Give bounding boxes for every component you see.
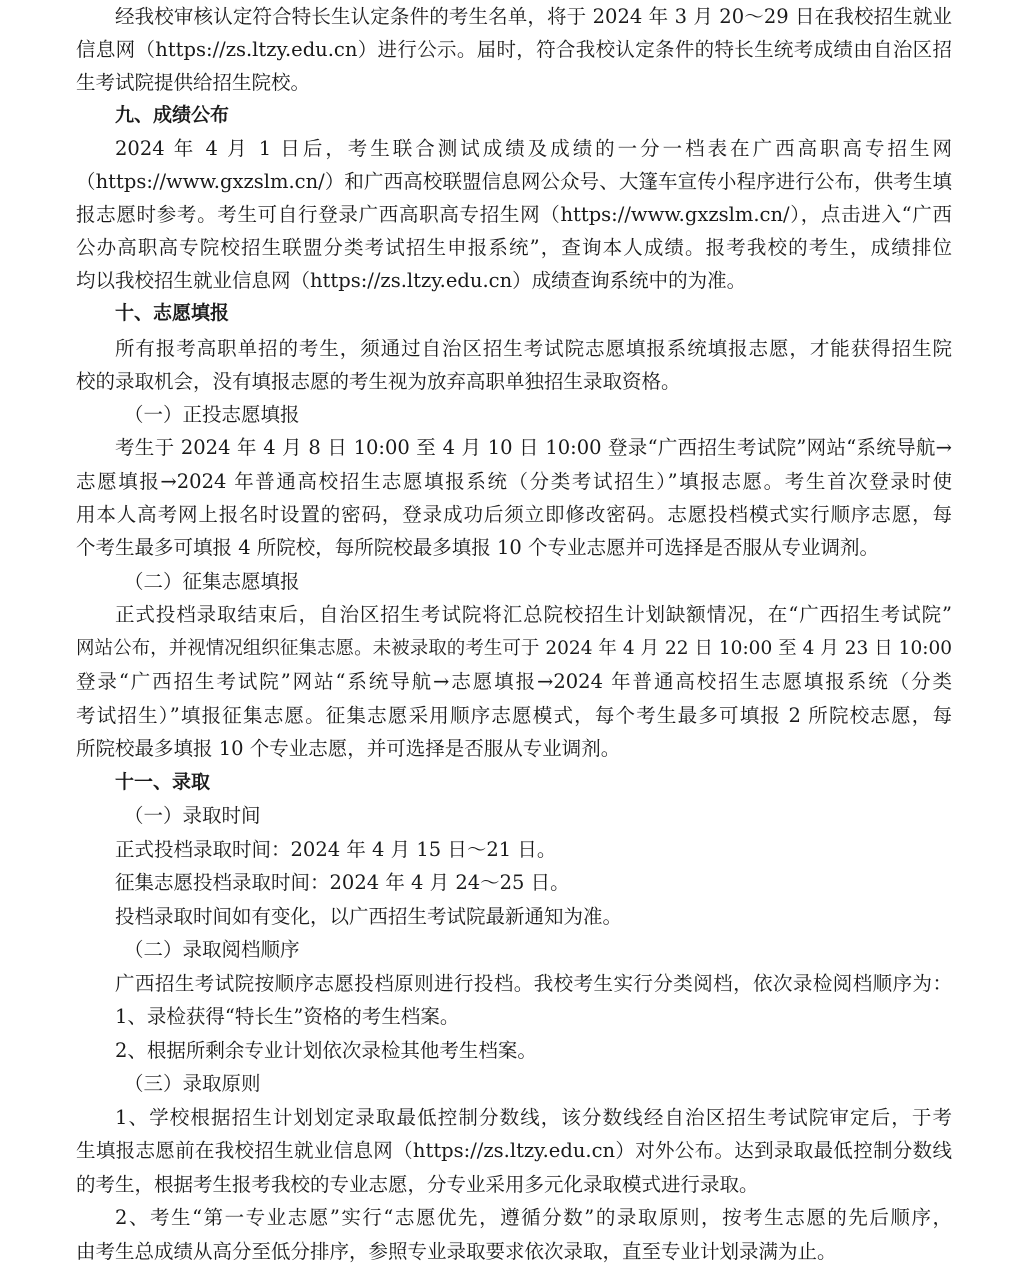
paragraph-line: 正式投档录取时间：2024 年 4 月 15 日～21 日。 <box>115 838 557 861</box>
paragraph-line: 广西招生考试院按顺序志愿投档原则进行投档。我校考生实行分类阅档，依次录检阅档顺序为： <box>115 972 952 995</box>
paragraph-line: 登录“广西招生考试院”网站“系统导航→志愿填报→2024 年普通高校招生志愿填报系统（分类 <box>76 670 952 693</box>
subsection-heading: （一）正投志愿填报 <box>124 403 300 426</box>
paragraph-line: 考生于 2024 年 4 月 8 日 10:00 至 4 月 10 日 10:00 登录“广西招生考试院”网站“系统导航→ <box>115 436 952 459</box>
paragraph-line: 考试招生）”填报征集志愿。征集志愿采用顺序志愿模式，每个考生最多可填报 2 所院校志愿，每 <box>76 704 952 727</box>
paragraph-line: 网站公布，并视情况组织征集志愿。未被录取的考生可于 2024 年 4 月 22 日 10:00 至 4 月 23 日 10:00 <box>76 638 952 659</box>
paragraph-line: 所有报考高职单招的考生，须通过自治区招生考试院志愿填报系统填报志愿，才能获得招生院 <box>115 337 952 360</box>
subsection-heading: （二）录取阅档顺序 <box>124 938 300 961</box>
section-heading: 十一、录取 <box>115 771 211 793</box>
section-heading: 十、志愿填报 <box>115 302 230 324</box>
subsection-heading: （三）录取原则 <box>124 1072 261 1095</box>
paragraph-line: 2024 年 4 月 1 日后，考生联合测试成绩及成绩的一分一档表在广西高职高专招生网 <box>115 137 952 160</box>
paragraph-line: 2、考生“第一专业志愿”实行“志愿优先，遵循分数”的录取原则，按考生志愿的先后顺序， <box>115 1206 952 1229</box>
paragraph-line: 经我校审核认定符合特长生认定条件的考生名单，将于 2024 年 3 月 20～29 日在我校招生就业 <box>115 5 952 28</box>
paragraph-line: 报志愿时参考。考生可自行登录广西高职高专招生网（https://www.gxzslm.cn/），点击进入“广西 <box>76 203 952 226</box>
subsection-heading: （一）录取时间 <box>124 804 261 827</box>
paragraph-line: （https://www.gxzslm.cn/）和广西高校联盟信息网公众号、大篷车宣传小程序进行公布，供考生填 <box>76 170 952 193</box>
paragraph-line: 的考生，根据考生报考我校的专业志愿，分专业采用多元化录取模式进行录取。 <box>76 1173 759 1196</box>
paragraph-line: 正式投档录取结束后，自治区招生考试院将汇总院校招生计划缺额情况，在“广西招生考试院” <box>115 603 952 626</box>
paragraph-line: 2、根据所剩余专业计划依次录检其他考生档案。 <box>115 1039 537 1062</box>
paragraph-line: 公办高职高专院校招生联盟分类考试招生申报系统”，查询本人成绩。报考我校的考生，成绩排位 <box>76 236 952 259</box>
subsection-heading: （二）征集志愿填报 <box>124 570 300 593</box>
paragraph-line: 由考生总成绩从高分至低分排序，参照专业录取要求依次录取，直至专业计划录满为止。 <box>76 1240 837 1263</box>
paragraph-line: 志愿填报→2024 年普通高校招生志愿填报系统（分类考试招生）”填报志愿。考生首次登录时使 <box>76 470 952 493</box>
paragraph-line: 生考试院提供给招生院校。 <box>76 71 311 94</box>
paragraph-line: 投档录取时间如有变化，以广西招生考试院最新通知为准。 <box>115 905 623 928</box>
section-heading: 九、成绩公布 <box>115 104 230 126</box>
paragraph-line: 个考生最多可填报 4 所院校，每所院校最多填报 10 个专业志愿并可选择是否服从专业调剂。 <box>76 536 880 559</box>
paragraph-line: 生填报志愿前在我校招生就业信息网（https://zs.ltzy.edu.cn）对外公布。达到录取最低控制分数线 <box>76 1139 952 1162</box>
paragraph-line: 信息网（https://zs.ltzy.edu.cn）进行公示。届时，符合我校认定条件的特长生统考成绩由自治区招 <box>76 38 952 61</box>
paragraph-line: 1、学校根据招生计划划定录取最低控制分数线，该分数线经自治区招生考试院审定后，于考 <box>115 1106 952 1129</box>
paragraph-line: 用本人高考网上报名时设置的密码，登录成功后须立即修改密码。志愿投档模式实行顺序志愿，每 <box>76 503 952 526</box>
paragraph-line: 均以我校招生就业信息网（https://zs.ltzy.edu.cn）成绩查询系统中的为准。 <box>76 269 747 292</box>
paragraph-line: 征集志愿投档录取时间：2024 年 4 月 24～25 日。 <box>115 871 570 894</box>
paragraph-line: 所院校最多填报 10 个专业志愿，并可选择是否服从专业调剂。 <box>76 737 621 760</box>
paragraph-line: 1、录检获得“特长生”资格的考生档案。 <box>115 1005 460 1028</box>
paragraph-line: 校的录取机会，没有填报志愿的考生视为放弃高职单独招生录取资格。 <box>76 370 681 393</box>
